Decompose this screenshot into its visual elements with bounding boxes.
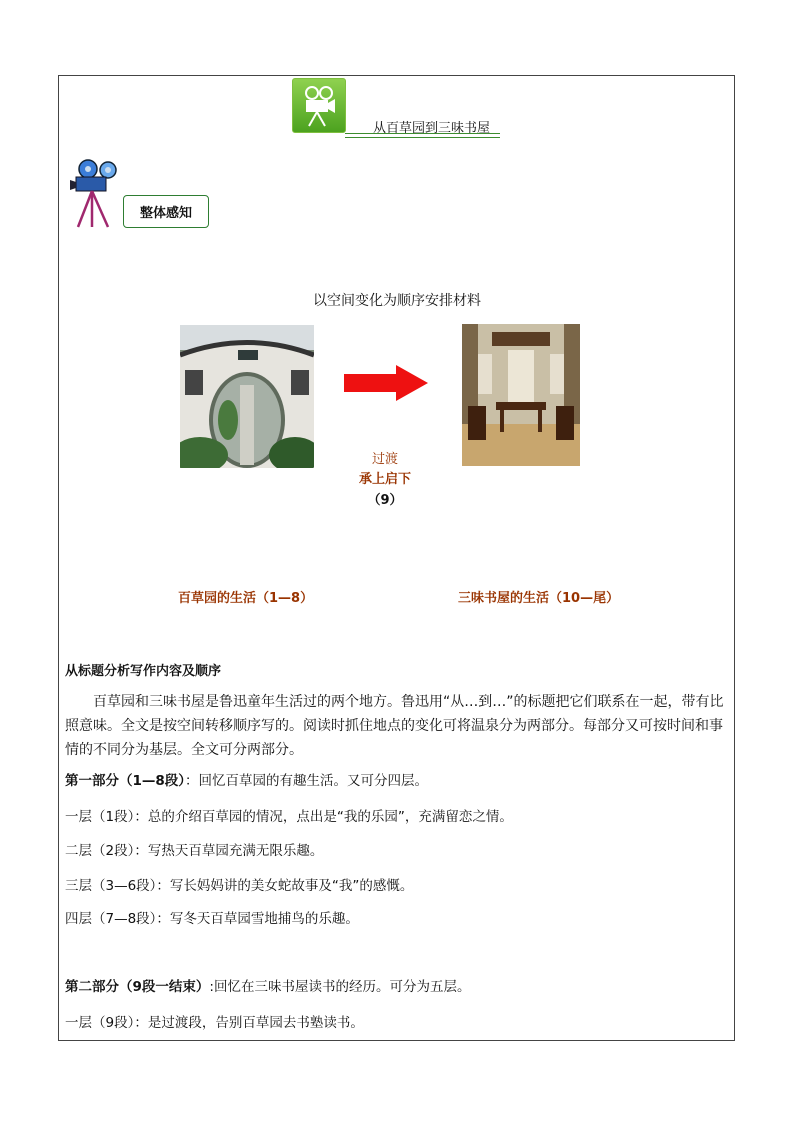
left-caption: 百草园的生活（1—8） xyxy=(178,591,314,606)
film-camera-icon xyxy=(292,78,346,133)
right-arrow-icon xyxy=(344,365,428,405)
part-two-line xyxy=(65,975,470,995)
study-room-photo xyxy=(462,324,580,466)
garden-gate-photo xyxy=(180,325,314,468)
part-one-line xyxy=(65,769,428,789)
transition-paragraph-ref: （9） xyxy=(367,493,403,508)
movie-camera-tripod-icon xyxy=(70,157,122,233)
list-item: 三层（3—6段）：写长妈妈讲的美女蛇故事及“我”的感慨。 xyxy=(65,878,414,894)
page-title: 从百草园到三味书屋 xyxy=(373,121,491,136)
list-item: 一层（9段）：是过渡段，告别百草园去书塾读书。 xyxy=(65,1015,364,1031)
list-item: 四层（7—8段）：写冬天百草园雪地捕鸟的乐趣。 xyxy=(65,911,359,927)
title-underline xyxy=(345,133,500,138)
section-badge: 整体感知 xyxy=(123,195,209,228)
analysis-heading: 从标题分析写作内容及顺序 xyxy=(65,664,222,679)
part-one-text: ：回忆百草园的有趣生活。又可分四层。 xyxy=(185,773,429,789)
part-two-text: :回忆在三味书屋读书的经历。可分为五层。 xyxy=(209,979,471,995)
part-one-label: 第一部分（1—8段） xyxy=(65,773,186,789)
analysis-paragraph: 百草园和三味书屋是鲁迅童年生活过的两个地方。鲁迅用“从…到…”的标题把它们联系在一起，带有比照意味。全文是按空间转移顺序写的。阅读时抓住地点的变化可将温泉分为两部分。每部分又可按时间和事情的不同分为基层。全文可分两部分。 xyxy=(65,694,724,758)
diagram-subtitle: 以空间变化为顺序安排材料 xyxy=(313,293,481,309)
right-caption: 三味书屋的生活（10—尾） xyxy=(458,591,620,606)
list-item: 二层（2段）：写热天百草园充满无限乐趣。 xyxy=(65,843,324,859)
transition-label: 过渡 xyxy=(371,452,398,467)
list-item: 一层（1段）：总的介绍百草园的情况，点出是“我的乐园”，充满留恋之情。 xyxy=(65,809,513,825)
transition-subtitle: 承上启下 xyxy=(358,472,411,487)
part-two-label: 第二部分（9段一结束） xyxy=(65,979,210,995)
